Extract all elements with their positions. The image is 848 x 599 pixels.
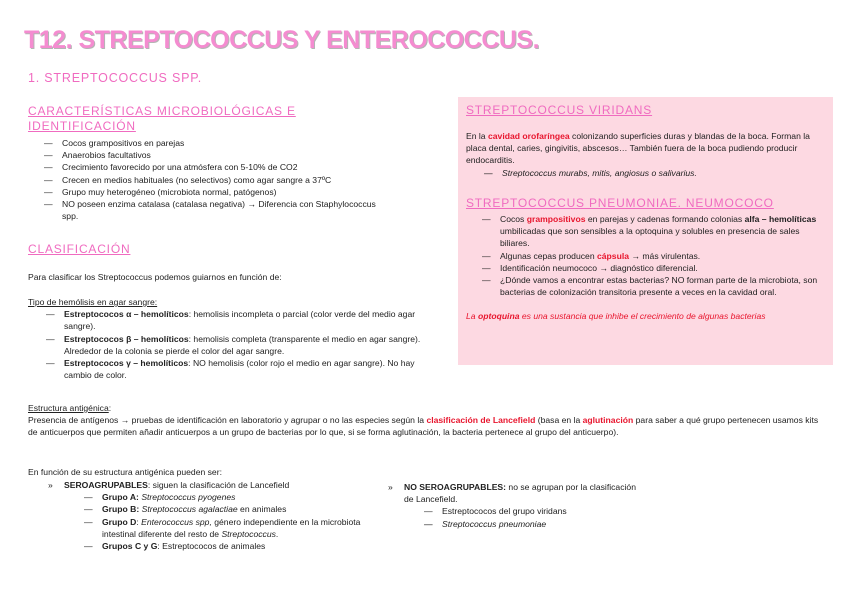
list-item: — Algunas cepas producen cápsula → más virulentas. — [480, 250, 828, 262]
antigenica-title: Estructura antigénica: — [28, 403, 112, 413]
list-item: — Streptococcus pneumoniae — [422, 518, 636, 530]
caracteristicas-list — [42, 137, 377, 222]
list-item: — Streptococcus murabs, mitis, angiosus o salivarius. — [482, 167, 828, 179]
list-item: — Estreptococos β – hemolíticos: hemolisis completa (transparente el medio en agar sangre). Alrededor de la colonia se pierde el color del agar sangre. — [44, 333, 438, 357]
caracteristicas-section — [28, 104, 433, 222]
list-item: — NO poseen enzima catalasa (catalasa negativa) → Diferencia con Staphylococcus spp. — [42, 198, 377, 222]
seroagrupables-block — [46, 479, 368, 552]
list-item: — Crecen en medios habituales (no selectivos) como agar sangre a 37ºC — [42, 174, 377, 186]
viridans-list — [482, 167, 828, 179]
list-item: — Estreptococos del grupo viridans — [422, 505, 636, 517]
page-title: T12. STREPTOCOCCUS Y ENTEROCOCCUS. — [24, 26, 540, 54]
clasificacion-intro: Para clasificar los Streptococcus podemos guiarnos en función de: — [28, 272, 282, 282]
list-item: — Identificación neumococo → diagnóstico diferencial. — [480, 262, 828, 274]
list-item: — Cocos grampositivos en parejas y cadenas formando colonias alfa – hemolíticas umbilicadas que son sensibles a la optoquina y solubles en presencia de sales biliares. — [480, 213, 828, 250]
antigenica-paragraph: Presencia de antígenos → pruebas de identificación en laboratorio y agrupar o no las especies según la clasificación de Lancefield (basa en la aglutinación para saber a qué grupo pertenecen usamos kits de anticuerpos que permiten añadir anticuerpos a un grupo de bacterias por lo que, si se forma aglutinación, la bacteria pertenece al grupo del anticuerpo). — [28, 415, 819, 438]
list-item: » SEROAGRUPABLES: siguen la clasificación de Lancefield — Grupo A: Streptococcus pyogenes — Grupo B: Streptococcus agalactiae en animales — Grupo D: Enterococcus spp, género independiente en la microbiota intestinal diferente del resto de Streptococcus. — Grupos C y G: Estreptococos de animales — [46, 479, 368, 552]
viridans-section — [466, 103, 828, 179]
pneumo-heading: STREPTOCOCCUS PNEUMONIAE. NEUMOCOCO — [466, 196, 774, 210]
list-item: — Grupo A: Streptococcus pyogenes — [82, 491, 368, 503]
optoquina-note: La optoquina es una sustancia que inhibe el crecimiento de algunas bacterias — [466, 311, 766, 322]
antigenica-block — [28, 402, 828, 439]
list-item: — Crecimiento favorecido por una atmósfera con 5-10% de CO2 — [42, 161, 377, 173]
viridans-heading: STREPTOCOCCUS VIRIDANS — [466, 103, 653, 117]
caracteristicas-heading: CARACTERÍSTICAS MICROBIOLÓGICAS E IDENTIFICACIÓN — [28, 104, 296, 133]
pneumo-list — [480, 213, 828, 298]
list-item: — Grupos C y G: Estreptococos de animales — [82, 540, 368, 552]
section-heading: 1. STREPTOCOCCUS SPP. — [28, 71, 203, 85]
grupos-list — [82, 491, 368, 552]
hemolisis-block — [28, 296, 438, 381]
list-item: — Estreptococos α – hemolíticos: hemolisis incompleta o parcial (color verde del medio agar sangre). — [44, 308, 438, 332]
list-item: — Cocos grampositivos en parejas — [42, 137, 377, 149]
no-seroagrupables-list — [386, 481, 636, 530]
viridans-paragraph: En la cavidad orofaríngea colonizando superficies duras y blandas de la boca. Forman la placa dental, caries, gingivitis, abscesos… También fuera de la boca pudiendo producir endocarditis. — [466, 131, 810, 166]
list-item: — ¿Dónde vamos a encontrar estas bacterias? NO forman parte de la microbiota, son bacterias de colonización transitoria presente a veces en la cavidad oral. — [480, 274, 828, 298]
funcion-intro: En función de su estructura antigénica pueden ser: — [28, 467, 222, 477]
seroagrupables-list — [46, 479, 368, 552]
pneumo-section — [466, 196, 828, 323]
no-seroagrupables-block — [386, 481, 636, 530]
list-item: — Grupo muy heterogéneo (microbiota normal, patógenos) — [42, 186, 377, 198]
list-item: — Grupo D: Enterococcus spp, género independiente en la microbiota intestinal diferente del resto de Streptococcus. — [82, 516, 368, 540]
hemolisis-title: Tipo de hemólisis en agar sangre: — [28, 297, 158, 307]
list-item: — Estreptococos γ – hemolíticos: NO hemolisis (color rojo el medio en agar sangre). No hay cambio de color. — [44, 357, 438, 381]
list-item: — Anaerobios facultativos — [42, 149, 377, 161]
no-seroagrupables-sublist — [422, 505, 636, 529]
list-item: — Grupo B: Streptococcus agalactiae en animales — [82, 503, 368, 515]
hemolisis-list — [44, 308, 438, 381]
list-item: » NO SEROAGRUPABLES: no se agrupan por la clasificación de Lancefield. — Estreptococos del grupo viridans — Streptococcus pneumoniae — [386, 481, 636, 530]
clasificacion-heading: CLASIFICACIÓN — [28, 242, 131, 256]
